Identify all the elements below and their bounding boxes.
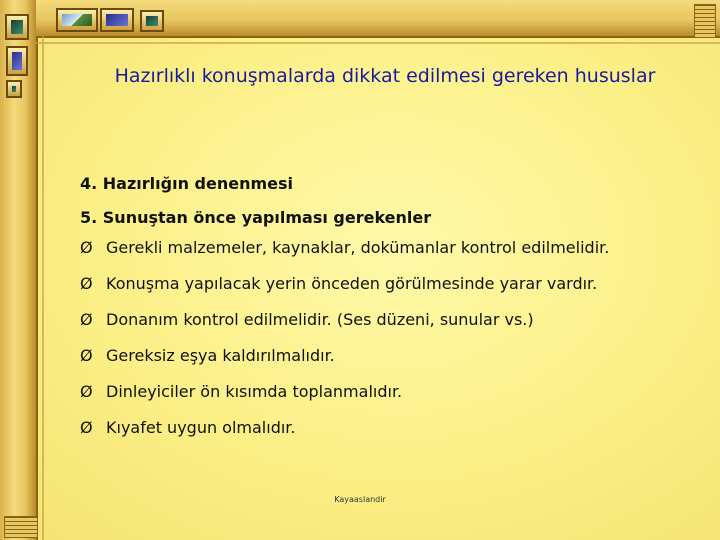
footer-author: Kayaaslandir [334,495,386,504]
left-dark-screen-icon [5,14,29,40]
frame-divider-vertical [42,36,44,540]
list-item [80,236,609,272]
list-item [80,344,609,380]
frame-divider-horizontal [36,42,720,44]
arrow-bullet-icon: Ø [80,382,93,401]
list-item [80,416,609,452]
arrow-bullet-icon: Ø [80,274,93,293]
arrow-bullet-icon: Ø [80,346,93,365]
top-landscape-icon [56,8,98,32]
bottom-left-grid-ornament [4,516,38,538]
top-frame-bar [36,0,720,38]
bullet-text: Gereksiz eşya kaldırılmalıdır. [106,346,335,365]
arrow-bullet-icon: Ø [80,310,93,329]
top-blue-screen-icon [100,8,134,32]
list-item [80,272,609,308]
bullet-text: Gerekli malzemeler, kaynaklar, dokümanlar kontrol edilmelidir. [106,238,610,257]
arrow-bullet-icon: Ø [80,418,93,437]
list-item [80,380,609,416]
top-dark-screen-icon [140,10,164,32]
top-right-grid-ornament [694,4,716,38]
slide-title: Hazırlıklı konuşmalarda dikkat edilmesi gereken hususlar [114,65,656,87]
list-item [80,308,609,344]
bullet-text: Dinleyiciler ön kısımda toplanmalıdır. [106,382,403,401]
bullet-list [80,236,609,452]
numbered-item-5: 5. Sunuştan önce yapılması gerekenler [80,208,432,227]
numbered-item-4: 4. Hazırlığın denenmesi [80,174,293,193]
bullet-text: Konuşma yapılacak yerin önceden görülmesinde yarar vardır. [106,274,598,293]
left-small-screen-icon [6,80,22,98]
left-blue-screen-icon [6,46,28,76]
bullet-text: Donanım kontrol edilmelidir. (Ses düzeni, sunular vs.) [106,310,534,329]
bullet-text: Kıyafet uygun olmalıdır. [106,418,296,437]
arrow-bullet-icon: Ø [80,238,93,257]
